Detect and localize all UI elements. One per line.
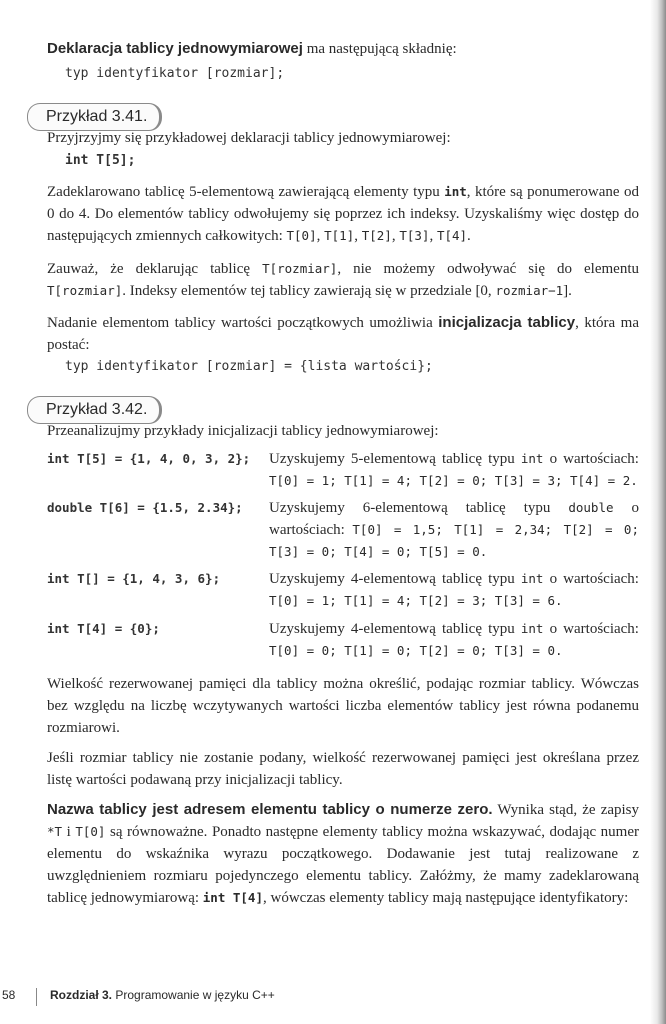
code-run: T[rozmiar] — [47, 283, 123, 298]
text-run: Uzyskujemy 4-elementową tablicę typu — [269, 571, 521, 587]
text-run: Nadanie elementom tablicy wartości początkowych umożliwia — [47, 315, 439, 331]
example-label-342: Przykład 3.42. — [27, 396, 162, 424]
text-run: , — [429, 228, 437, 244]
text-run: są równoważne. Ponadto następne elementy tablicy można wskazywać, dodając numer elementu do wskaźnika wyrazu początkowego. Dodawanie jest tutaj realizowane z uwzględnieniem rozmiaru pojedynczego elementu tablicy. Załóżmy, że mamy zadeklarowaną tablicę jednowymiarową: — [47, 824, 639, 906]
text-run: Wynika stąd, że zapisy — [492, 802, 640, 818]
example-label-341: Przykład 3.41. — [27, 103, 162, 131]
text-run: o wartościach: — [269, 500, 639, 538]
text-run: Zauważ, że deklarując tablicę — [47, 261, 263, 277]
text-run: Uzyskujemy 6-elementową tablicę typu — [269, 500, 569, 516]
paragraph-no-size: Jeśli rozmiar tablicy nie zostanie podany, wielkość rezerwowanej pamięci jest określana przez listę wartości podawaną przy inicjalizacji tablicy. — [47, 750, 639, 788]
bold-run: Nazwa tablicy jest adresem elementu tablicy o numerze zero. — [47, 801, 493, 818]
text-run: ]. — [563, 283, 572, 299]
paragraph-declared — [47, 181, 639, 247]
page-footer — [0, 988, 666, 1008]
text-run: Uzyskujemy 5-elementową tablicę typu — [269, 451, 521, 467]
intro-text: ma następującą składnię: — [302, 41, 457, 57]
code-run: double — [568, 500, 614, 515]
paragraph-size: Wielkość rezerwowanej pamięci dla tablicy można określić, podając rozmiar tablicy. Wówczas bez względu na liczbę wczytywanych wartości liczba elementów tablicy jest równa podanemu rozmiarowi. — [47, 676, 639, 736]
syntax-declaration: typ identyfikator [rozmiar]; — [65, 66, 285, 81]
chapter-number: Rozdział 3. — [50, 988, 113, 1002]
code-run: int T[4] — [202, 890, 263, 905]
page-scan-edge — [650, 0, 666, 1024]
bold-run: inicjalizacja tablicy — [438, 314, 576, 331]
text-run: , nie możemy odwoływać się do elementu — [337, 261, 639, 277]
paragraph-init — [47, 312, 639, 356]
code-run: T[0] — [286, 228, 317, 243]
text-run: i — [62, 824, 76, 840]
text-run: Uzyskujemy 4-elementową tablicę typu — [269, 621, 521, 637]
text-run: , która ma postać: — [47, 315, 639, 353]
intro-heading: Deklaracja tablicy jednowymiarowej — [47, 40, 303, 57]
code-run: T[3] — [399, 228, 430, 243]
code-run: T[1] — [324, 228, 355, 243]
code-run: *T — [47, 824, 63, 839]
text-run: , które są ponumerowane od 0 do 4. Do elementów tablicy odwołujemy się poprzez ich indeksy. Uzyskaliśmy więc dostęp do następujących zmiennych całkowitych: — [47, 184, 639, 244]
example-342-text: Przeanalizujmy przykłady inicjalizacji tablicy jednowymiarowej: — [47, 423, 439, 439]
text-run: . — [467, 228, 471, 244]
example-row-description — [269, 448, 639, 492]
code-run: int — [520, 621, 544, 636]
code-run: T[0] = 0; T[1] = 0; T[2] = 0; T[3] = 0. — [269, 643, 563, 658]
chapter-title — [50, 988, 275, 1002]
code-run: T[2] — [361, 228, 392, 243]
text-run: , — [316, 228, 325, 244]
example-341-code: int T[5]; — [65, 153, 136, 168]
example-row-description — [269, 497, 639, 563]
text-run: o wartościach: — [543, 571, 639, 587]
text-run: , — [391, 228, 400, 244]
text-run: o wartościach: — [543, 451, 639, 467]
paragraph-note — [47, 258, 639, 302]
example-row-description — [269, 618, 639, 662]
code-run: int — [520, 571, 544, 586]
example-row-code: double T[6] = {1.5, 2.34}; — [47, 500, 243, 515]
code-run: T[rozmiar] — [262, 261, 338, 276]
code-run: T[0] = 1,5; T[1] = 2,34; T[2] = 0; T[3] = 0; T[4] = 0; T[5] = 0. — [269, 522, 639, 559]
text-run: . Indeksy elementów tej tablicy zawierają się w przedziale [0, — [122, 283, 496, 299]
code-run: rozmiar−1 — [495, 283, 564, 298]
text-run: , — [354, 228, 362, 244]
code-run: T[0] = 1; T[1] = 4; T[2] = 0; T[3] = 3; T[4] = 2. — [269, 473, 638, 488]
text-run: o wartościach: — [543, 621, 639, 637]
example-row-code: int T[5] = {1, 4, 0, 3, 2}; — [47, 451, 251, 466]
code-run: T[0] = 1; T[1] = 4; T[2] = 3; T[3] = 6. — [269, 593, 563, 608]
text-run: Zadeklarowano tablicę 5-elementową zawierającą elementy typu — [47, 184, 445, 200]
footer-divider — [36, 988, 37, 1006]
page-number: 58 — [2, 988, 16, 1002]
code-run: int — [520, 451, 544, 466]
code-run: T[4] — [436, 228, 468, 243]
paragraph-array-name — [47, 799, 639, 909]
text-run: , wówczas elementy tablicy mają następujące identyfikatory: — [263, 890, 629, 906]
code-run: T[0] — [75, 824, 106, 839]
example-row-code: int T[] = {1, 4, 3, 6}; — [47, 571, 221, 586]
syntax-initialization: typ identyfikator [rozmiar] = {lista wartości}; — [65, 359, 433, 374]
example-341-text: Przyjrzyjmy się przykładowej deklaracji tablicy jednowymiarowej: — [47, 130, 451, 146]
chapter-name: Programowanie w języku C++ — [112, 988, 275, 1002]
code-run: int — [444, 184, 467, 199]
example-row-description — [269, 568, 639, 612]
intro-paragraph — [47, 38, 639, 60]
example-row-code: int T[4] = {0}; — [47, 621, 160, 636]
